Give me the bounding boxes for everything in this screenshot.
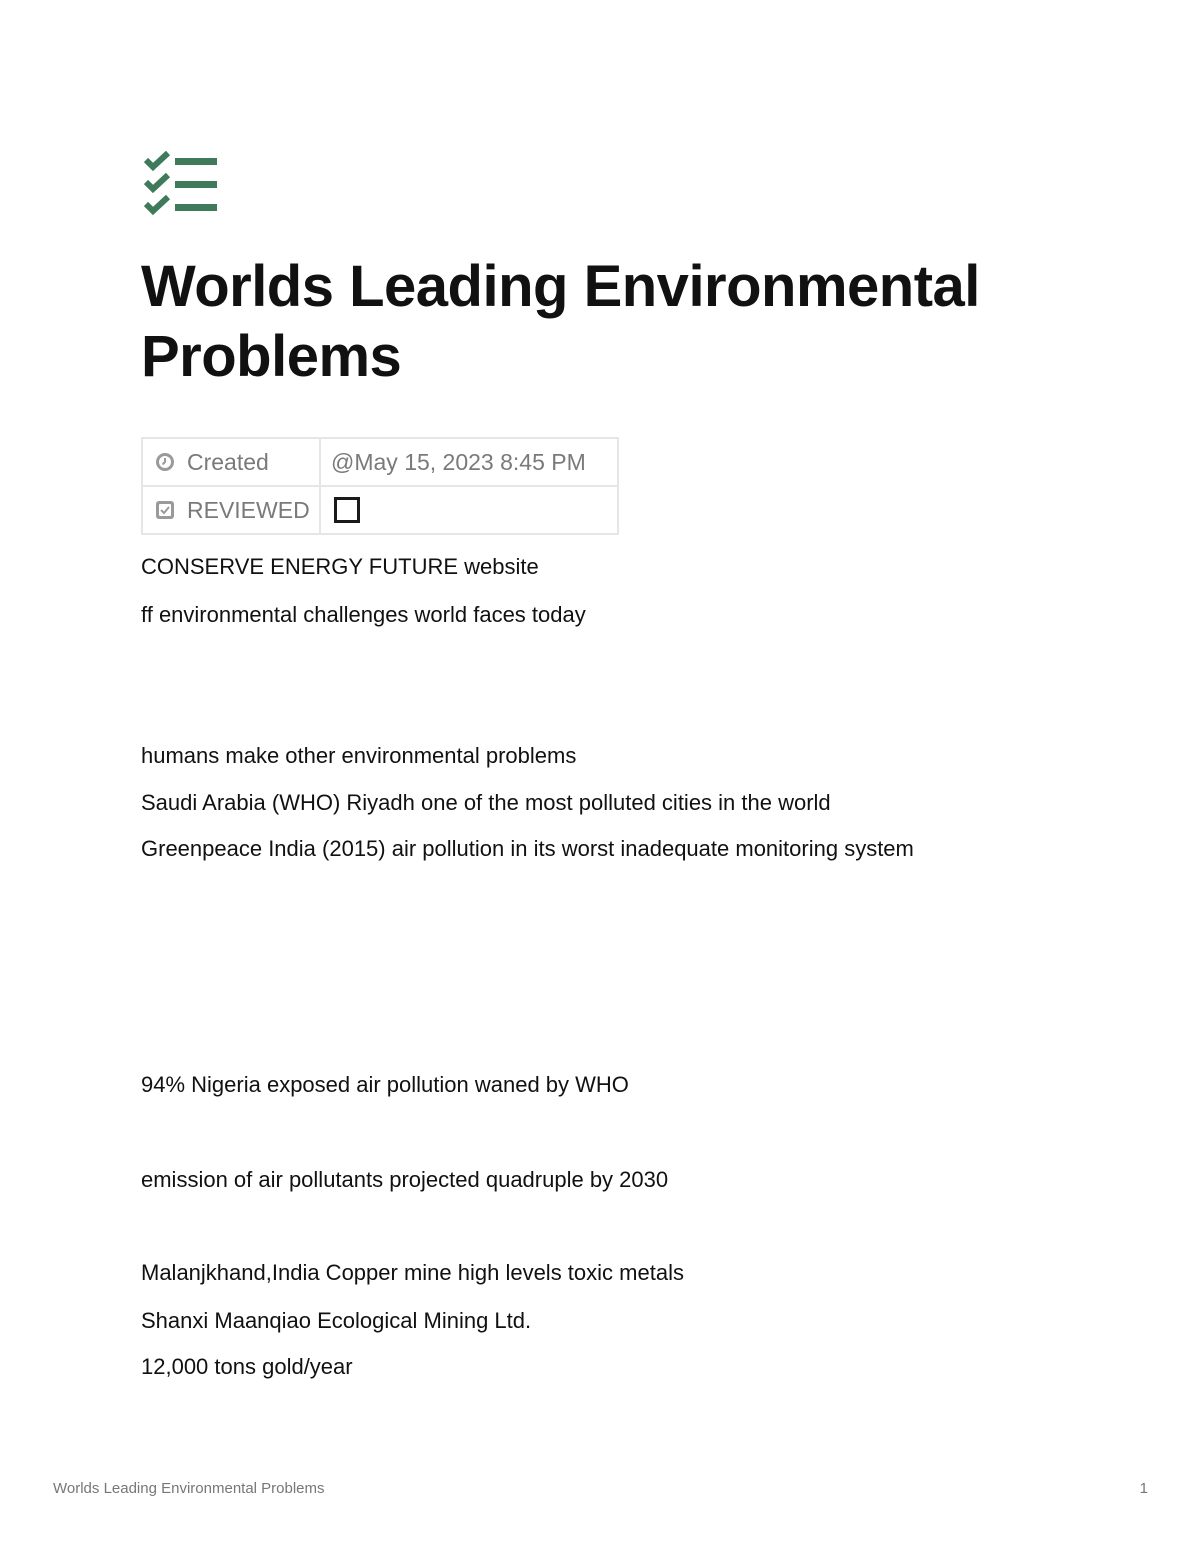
content-line: emission of air pollutants projected quadruple by 2030 xyxy=(141,1167,669,1192)
content-line: Shanxi Maanqiao Ecological Mining Ltd. xyxy=(141,1308,532,1333)
content-line: Greenpeace India (2015) air pollution in its worst inadequate monitoring system xyxy=(141,836,914,861)
checkbox-icon xyxy=(155,500,175,520)
property-label: REVIEWED xyxy=(187,496,310,523)
content-line: ff environmental challenges world faces today xyxy=(141,602,586,627)
property-value-reviewed xyxy=(320,486,618,534)
created-date: @May 15, 2023 8:45 PM xyxy=(331,448,586,475)
content-line: CONSERVE ENERGY FUTURE website xyxy=(141,554,539,579)
page-number: 1 xyxy=(1139,1480,1148,1497)
content-line: 12,000 tons gold/year xyxy=(141,1354,353,1379)
property-label: Created xyxy=(187,448,269,475)
property-row-created xyxy=(142,438,618,486)
property-key-reviewed xyxy=(142,486,320,534)
content-line: Saudi Arabia (WHO) Riyadh one of the most polluted cities in the world xyxy=(141,790,831,815)
footer-title: Worlds Leading Environmental Problems xyxy=(53,1480,325,1497)
checklist-icon xyxy=(143,150,219,218)
clock-icon xyxy=(155,452,175,472)
property-value-created[interactable] xyxy=(320,438,618,486)
content-line: Malanjkhand,India Copper mine high levels toxic metals xyxy=(141,1260,684,1285)
content-line: 94% Nigeria exposed air pollution waned by WHO xyxy=(141,1072,629,1097)
property-row-reviewed xyxy=(142,486,618,534)
reviewed-checkbox[interactable] xyxy=(334,497,360,523)
page-title: Worlds Leading Environmental Problems xyxy=(141,254,980,389)
content-line: humans make other environmental problems xyxy=(141,743,577,768)
properties-table xyxy=(141,437,619,535)
property-key-created xyxy=(142,438,320,486)
